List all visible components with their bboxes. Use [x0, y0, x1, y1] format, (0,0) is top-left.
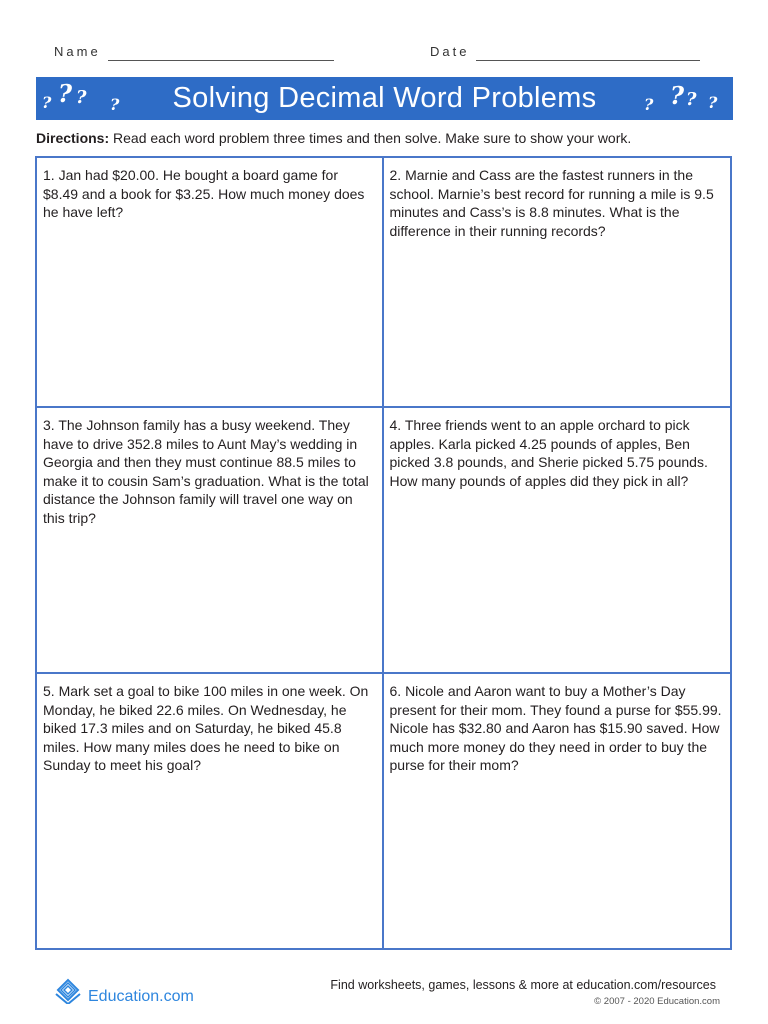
directions-label: Directions: — [36, 130, 110, 146]
date-field[interactable] — [476, 60, 700, 61]
education-logo[interactable] — [52, 972, 212, 1008]
problem-cell[interactable] — [37, 674, 384, 948]
problem-cell[interactable] — [37, 408, 384, 674]
question-mark-icon: ? — [670, 81, 685, 110]
name-date-row — [0, 44, 768, 66]
footer-copyright: © 2007 - 2020 Education.com — [594, 996, 720, 1007]
page-title: Solving Decimal Word Problems — [172, 82, 597, 114]
problem-cell[interactable] — [384, 674, 731, 948]
problem-text: 3. The Johnson family has a busy weekend. They have to drive 352.8 miles to Aunt May’s wedding in Georgia and then they must continue 88.5 miles to make it to cousin Sam’s graduation. What is the total distance the Johnson family will travel one way on this trip? — [43, 417, 369, 526]
title-banner — [36, 77, 733, 120]
question-mark-icon: ? — [644, 95, 654, 114]
question-mark-icon: ? — [110, 95, 120, 114]
directions-text: Read each word problem three times and then solve. Make sure to show your work. — [113, 130, 632, 146]
education-logo-icon — [52, 972, 84, 1004]
problem-cell[interactable] — [384, 408, 731, 674]
name-field[interactable] — [108, 60, 334, 61]
problem-text: 4. Three friends went to an apple orchard to pick apples. Karla picked 4.25 pounds of apples, Ben picked 3.8 pounds, and Sherie picked 5.75 pounds. How many pounds of apples did they pick in all? — [389, 417, 708, 489]
logo-text: Education.com — [88, 988, 194, 1005]
problem-cell[interactable] — [37, 158, 384, 408]
name-label: Name — [54, 44, 101, 59]
question-mark-icon: ? — [708, 93, 718, 112]
problem-text: 6. Nicole and Aaron want to buy a Mother’s Day present for their mom. They found a purse for $55.99. Nicole has $32.80 and Aaron has $15.90 saved. How much more money do they need in order to buy the purse for their mom? — [389, 683, 722, 773]
problem-text: 1. Jan had $20.00. He bought a board game for $8.49 and a book for $3.25. How much money does he have left? — [43, 167, 365, 220]
question-mark-icon: ? — [58, 79, 73, 108]
directions — [36, 130, 631, 146]
problem-grid — [35, 156, 732, 950]
problem-text: 2. Marnie and Cass are the fastest runners in the school. Marnie’s best record for running a mile is 9.5 minutes and Cass’s is 8.8 minutes. What is the difference in their running records? — [389, 167, 714, 239]
question-mark-icon: ? — [686, 89, 697, 110]
date-label: Date — [430, 44, 470, 59]
question-mark-icon: ? — [42, 93, 52, 112]
problem-text: 5. Mark set a goal to bike 100 miles in one week. On Monday, he biked 22.6 miles. On Wednesday, he biked 17.3 miles and on Saturday, he biked 45.8 miles. How many miles does he need to bike on Sunday to meet his goal? — [43, 683, 369, 773]
problem-cell[interactable] — [384, 158, 731, 408]
footer-tagline[interactable]: Find worksheets, games, lessons & more at education.com/resources — [330, 978, 716, 992]
question-mark-icon: ? — [76, 87, 87, 108]
